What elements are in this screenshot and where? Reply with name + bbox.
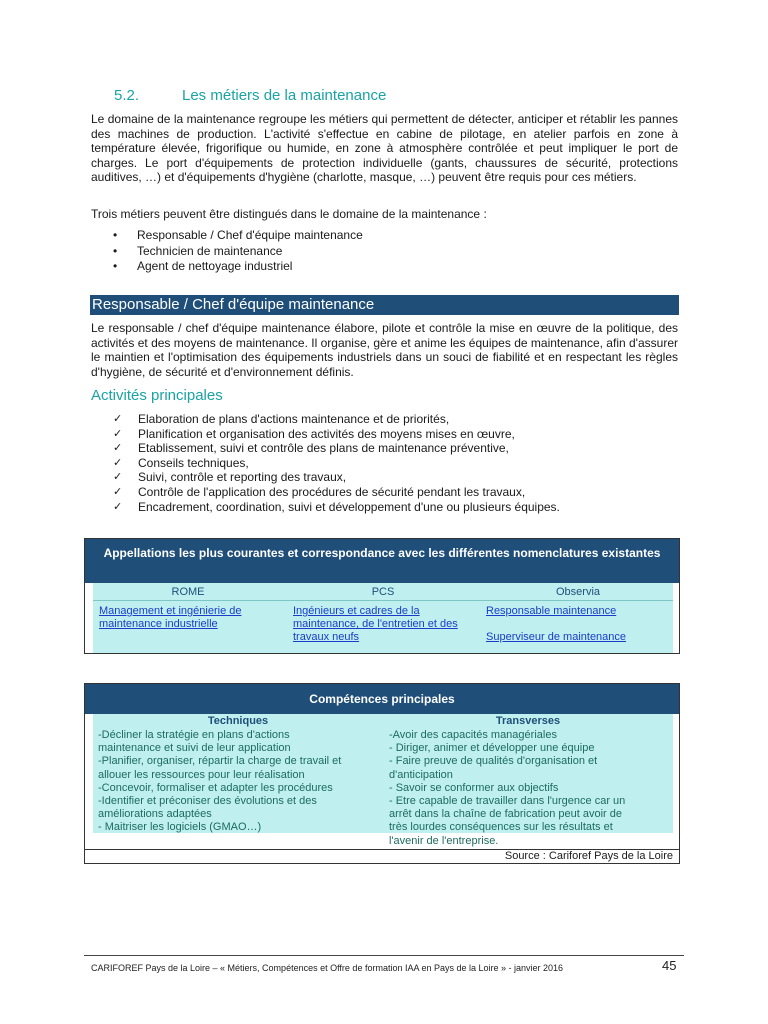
competences-title: Compétences principales bbox=[85, 684, 679, 714]
list-item: - Etre capable de travailler dans l'urgence car un bbox=[389, 795, 626, 808]
list-item: allouer les ressources pour leur réalisation bbox=[98, 768, 305, 781]
appellations-title: Appellations les plus courantes et correspondance avec les différentes nomenclatures existantes bbox=[85, 539, 679, 583]
rome-cell bbox=[99, 605, 284, 631]
list-item: - Savoir se conformer aux objectifs bbox=[389, 781, 559, 794]
list-item: ✓ Elaboration de plans d'actions maintenance et de priorités, bbox=[113, 412, 560, 427]
list-item: très lourdes conséquences sur les résultats et bbox=[389, 821, 613, 834]
job-description: Le responsable / chef d'équipe maintenance élabore, pilote et contrôle la mise en œuvre de la politique, des activités et des moyens de maintenance. Il organise, gère et anime les équipes de maintenance, afin d'assurer le maintien et l'optimisation des équipements industriels dans un souci de fiabilité et en respectant les règles d'hygiène, de sécurité et d'environnement définis. bbox=[91, 321, 678, 379]
pcs-cell bbox=[293, 605, 478, 644]
intro-paragraph: Le domaine de la maintenance regroupe les métiers qui permettent de détecter, anticiper et rétablir les pannes des machines de production. L'activité s'effectue en cabine de pilotage, en atelier parfois en zone à température élevée, frigorifique ou humide, en zone à atmosphère contrôlée et peut impliquer le port de charges. Le port d'équipements de protection individuelle (gants, chaussures de sécurité, protections auditives, …) et d'équipements d'hygiène (charlotte, masque, …) peuvent être requis pour ces métiers. bbox=[91, 112, 678, 185]
list-item: - Diriger, animer et développer une équipe bbox=[389, 742, 595, 755]
list-item: • Agent de nettoyage industriel bbox=[111, 259, 363, 275]
observia-link-responsable[interactable]: Responsable maintenance bbox=[486, 605, 617, 617]
competences-table bbox=[84, 683, 680, 864]
list-item: ✓ Encadrement, coordination, suivi et développement d'une ou plusieurs équipes. bbox=[113, 500, 560, 515]
list-item: ✓ Planification et organisation des activités des moyens mises en œuvre, bbox=[113, 427, 560, 442]
list-item: ✓ Contrôle de l'application des procédures de sécurité pendant les travaux, bbox=[113, 485, 560, 500]
list-item: -Concevoir, formaliser et adapter les procédures bbox=[98, 781, 333, 794]
list-item: - Maitriser les logiciels (GMAO…) bbox=[98, 821, 262, 834]
column-header-rome: ROME bbox=[171, 586, 205, 598]
jobs-list bbox=[111, 228, 363, 275]
column-header-pcs: PCS bbox=[371, 586, 395, 598]
section-title bbox=[114, 87, 386, 104]
observia-cell bbox=[486, 605, 671, 644]
observia-link-superviseur[interactable]: Superviseur de maintenance bbox=[486, 631, 627, 643]
list-item: l'avenir de l'entreprise. bbox=[389, 834, 499, 847]
source-note: Source : Cariforef Pays de la Loire bbox=[504, 850, 673, 862]
job-heading: Responsable / Chef d'équipe maintenance bbox=[90, 295, 679, 315]
list-item: améliorations adaptées bbox=[98, 808, 212, 821]
page-number: 45 bbox=[662, 958, 677, 973]
section-title-text: Les métiers de la maintenance bbox=[182, 87, 387, 104]
rome-link[interactable]: Management et ingénierie de maintenance industrielle bbox=[99, 605, 242, 630]
column-header-techniques: Techniques bbox=[207, 715, 269, 727]
list-item: ✓ Etablissement, suivi et contrôle des plans de maintenance préventive, bbox=[113, 441, 560, 456]
header-divider bbox=[93, 600, 673, 601]
list-item: -Décliner la stratégie en plans d'actions bbox=[98, 729, 290, 741]
section-number: 5.2. bbox=[114, 87, 140, 104]
pcs-link[interactable]: Ingénieurs et cadres de la maintenance, de l'entretien et des travaux neufs bbox=[293, 605, 458, 643]
activities-list bbox=[113, 412, 560, 514]
techniques-list bbox=[98, 729, 378, 835]
list-item: -Identifier et préconiser des évolutions et des bbox=[98, 795, 317, 808]
list-item: - Faire preuve de qualités d'organisation et bbox=[389, 755, 598, 768]
intro-lead: Trois métiers peuvent être distingués dans le domaine de la maintenance : bbox=[91, 207, 487, 221]
footer-divider bbox=[84, 955, 684, 956]
list-item: • Responsable / Chef d'équipe maintenance bbox=[111, 228, 363, 244]
list-item: ✓ Suivi, contrôle et reporting des travaux, bbox=[113, 470, 560, 485]
appellations-body bbox=[93, 583, 673, 653]
list-item: • Technicien de maintenance bbox=[111, 244, 363, 260]
activities-title: Activités principales bbox=[91, 387, 223, 404]
transverses-list bbox=[389, 729, 669, 848]
column-header-transverses: Transverses bbox=[495, 715, 561, 727]
footer-text: CARIFOREF Pays de la Loire – « Métiers, Compétences et Offre de formation IAA en Pays de la Loire » - janvier 2016 bbox=[91, 963, 564, 973]
column-header-observia: Observia bbox=[555, 586, 601, 598]
list-item: -Avoir des capacités managériales bbox=[389, 729, 557, 741]
list-item: d'anticipation bbox=[389, 768, 453, 781]
appellations-table bbox=[84, 538, 680, 654]
list-item: arrêt dans la chaîne de fabrication peut avoir de bbox=[389, 808, 622, 821]
competences-body bbox=[93, 714, 673, 847]
list-item: ✓ Conseils techniques, bbox=[113, 456, 560, 471]
list-item: -Planifier, organiser, répartir la charge de travail et bbox=[98, 755, 342, 768]
list-item: maintenance et suivi de leur application bbox=[98, 742, 291, 755]
